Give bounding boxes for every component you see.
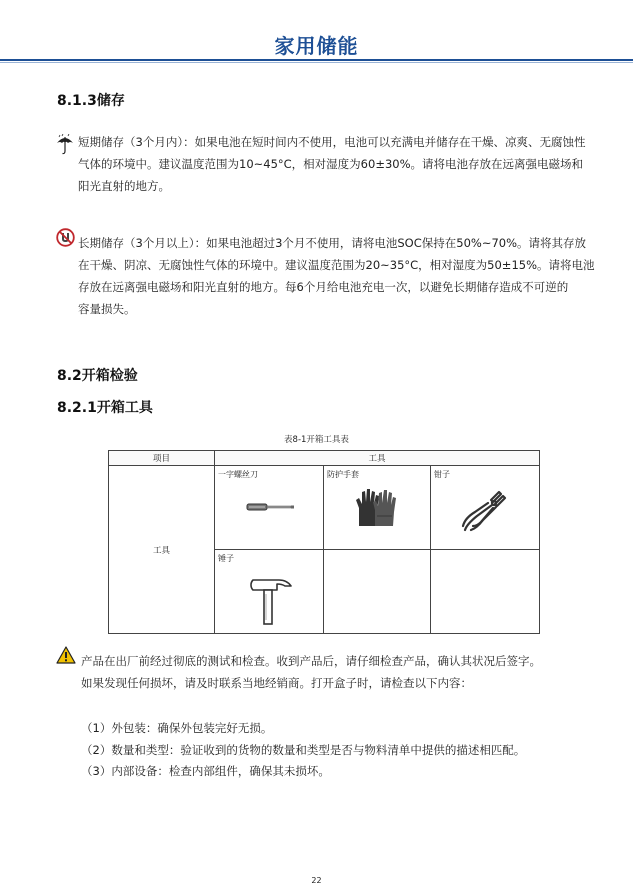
paragraph-line: 短期储存（3个月内）：如果电池在短时间内不使用，电池可以充满电并储存在干燥、凉爽、无腐蚀性 <box>78 135 586 149</box>
tool-label: 锤子 <box>218 554 234 563</box>
header-rule <box>0 59 633 61</box>
paragraph-line: 产品在出厂前经过彻底的测试和检查。收到产品后，请仔细检查产品，确认其状况后签字。 <box>81 654 541 668</box>
tool-cell-gloves <box>324 466 431 550</box>
section-heading-unpacking: 8.2开箱检验 <box>57 368 138 384</box>
inspection-checklist <box>81 718 525 783</box>
table-header-item: 项目 <box>109 451 215 466</box>
tool-cell-screwdriver <box>215 466 324 550</box>
warning-icon <box>56 646 76 664</box>
page-number: 22 <box>311 876 322 885</box>
paragraph-line: 阳光直射的地方。 <box>78 179 170 193</box>
paragraph-line: 气体的环境中。建议温度范围为10~45°C，相对湿度为60±30%。请将电池存放在远离强电磁场和 <box>78 157 584 171</box>
paragraph-line: 容量损失。 <box>78 302 136 316</box>
list-item: （3）内部设备：检查内部组件，确保其未损坏。 <box>81 764 330 778</box>
pliers-icon <box>455 486 515 534</box>
umbrella-icon <box>56 134 74 158</box>
header-rule-thin <box>0 62 633 63</box>
paragraph-line: 存放在远离强电磁场和阳光直射的地方。每6个月给电池充电一次，以避免长期储存造成不可逆的 <box>78 280 569 294</box>
table-row-label: 工具 <box>109 466 215 634</box>
short-term-storage-paragraph <box>78 131 586 197</box>
hammer-icon <box>239 570 299 628</box>
tool-cell-empty <box>324 550 431 634</box>
section-heading-unpacking-tools: 8.2.1开箱工具 <box>57 400 153 416</box>
tools-table <box>108 450 540 634</box>
tool-cell-pliers <box>431 466 540 550</box>
inspection-paragraph <box>81 650 541 694</box>
no-magnet-icon <box>56 228 75 247</box>
screwdriver-icon <box>239 486 299 526</box>
tool-label: 钳子 <box>434 470 450 479</box>
tool-label: 一字螺丝刀 <box>218 470 258 479</box>
paragraph-line: 在干燥、阴凉、无腐蚀性气体的环境中。建议温度范围为20~35°C，相对湿度为50±15%。请将电池 <box>78 258 595 272</box>
table-caption: 表8-1开箱工具表 <box>284 435 349 445</box>
paragraph-line: 长期储存（3个月以上）：如果电池超过3个月不使用，请将电池SOC保持在50%~70%。请将其存放 <box>78 236 587 250</box>
tool-cell-empty <box>431 550 540 634</box>
long-term-storage-paragraph <box>78 232 595 320</box>
section-heading-storage: 8.1.3储存 <box>57 93 125 109</box>
list-item: （2）数量和类型：验证收到的货物的数量和类型是否与物料清单中提供的描述相匹配。 <box>81 742 526 757</box>
gloves-icon <box>347 486 407 530</box>
tool-cell-hammer <box>215 550 324 634</box>
page-header-title: 家用储能 <box>274 34 359 58</box>
tool-label: 防护手套 <box>327 470 359 479</box>
list-item: （1）外包装：确保外包装完好无损。 <box>81 721 273 735</box>
table-header-tools: 工具 <box>215 451 540 466</box>
paragraph-line: 如果发现任何损坏，请及时联系当地经销商。打开盒子时，请检查以下内容： <box>81 676 472 690</box>
